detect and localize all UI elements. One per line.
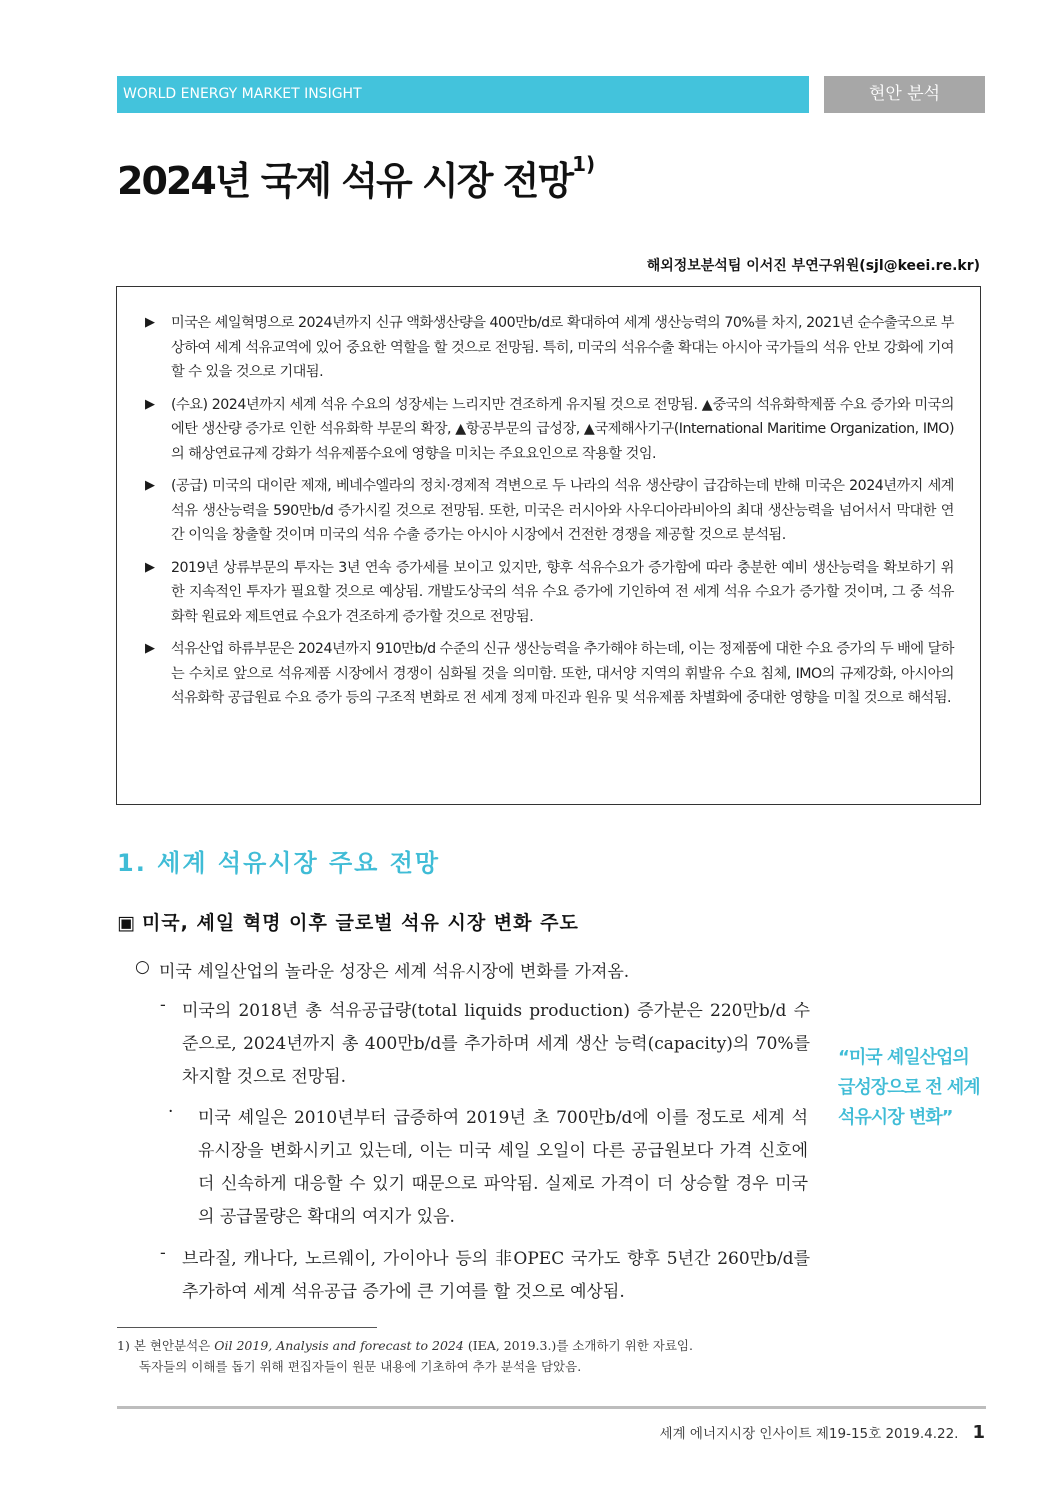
summary-item	[145, 311, 954, 385]
dash-point	[160, 1243, 810, 1309]
dash-point-text: 미국의 2018년 총 석유공급량(total liquids production) 증가분은 220만b/d 수준으로, 2024년까지 총 400만b/d를 추가하며 세계 생산 능력(capacity)의 70%를 차지할 것으로 전망됨.	[182, 1001, 810, 1087]
section-heading: 1. 세계 석유시장 주요 전망	[117, 849, 441, 877]
dash-bullet-icon: -	[160, 1243, 166, 1263]
footnote-line	[117, 1335, 817, 1356]
summary-text: 석유산업 하류부문은 2024년까지 910만b/d 수준의 신규 생산능력을 추가해야 하는데, 이는 정제품에 대한 수요 증가의 두 배에 달하는 수치로 앞으로 석유제품 시장에서 경쟁이 심화될 것을 의미함. 또한, 대서양 지역의 휘발유 수요 침체, IMO의 규제강화, 아시아의 석유화학 공급원료 수요 증가 등의 구조적 변화로 전 세계 정제 마진과 원유 및 석유제품 차별화에 중대한 영향을 미칠 것으로 해석됨.	[171, 641, 954, 706]
series-banner: WORLD ENERGY MARKET INSIGHT	[117, 76, 809, 113]
author-line: 해외정보분석팀 이서진 부연구위원(sjl@keei.re.kr)	[646, 258, 980, 274]
circle-bullet-icon: ○	[135, 957, 150, 977]
summary-text: (수요) 2024년까지 세계 석유 수요의 성장세는 느리지만 견조하게 유지될 것으로 전망됨. ▲중국의 석유화학제품 수요 증가와 미국의 에탄 생산량 증가로 인한 석유화학 부문의 확장, ▲항공부문의 급성장, ▲국제해사기구(International Maritime Organization, IMO)의 해상연료규제 강화가 석유제품수요에 영향을 미치는 주요요인으로 작용할 것임.	[171, 396, 954, 462]
page-title-text: 2024년 국제 석유 시장 전망	[117, 159, 573, 203]
summary-text: 2019년 상류부문의 투자는 3년 연속 증가세를 보이고 있지만, 향후 석유수요가 증가함에 따라 충분한 예비 생산능력을 확보하기 위한 지속적인 투자가 필요할 것으로 예상됨. 개발도상국의 석유 수요 증가에 기인하여 전 세계 석유 수요가 증가할 것이며, 그 중 석유화학 원료와 제트연료 수요가 견조하게 증가할 것으로 전망됨.	[171, 559, 954, 625]
dash-point-text: 브라질, 캐나다, 노르웨이, 가이아나 등의 非OPEC 국가도 향후 5년간 260만b/d를 추가하여 세계 석유공급 증가에 큰 기여를 할 것으로 예상됨.	[182, 1249, 810, 1302]
title-footnote-mark: 1)	[572, 152, 596, 176]
triangle-bullet-icon: ▶	[145, 559, 155, 575]
dash-bullet-icon: -	[160, 995, 166, 1015]
dot-point-text: 미국 셰일은 2010년부터 급증하여 2019년 초 700만b/d에 이를 정도로 세계 석유시장을 변화시키고 있는데, 이는 미국 셰일 오일이 다른 공급원보다 가격 신호에 더 신속하게 대응할 수 있기 때문으로 파악됨. 실제로 가격이 더 상승할 경우 미국의 공급물량은 확대의 여지가 있음.	[198, 1108, 808, 1227]
footnote-source-title: Oil 2019, Analysis and forecast to 2024	[214, 1338, 464, 1353]
circle-point	[135, 957, 815, 982]
footnote-mark: 1)	[117, 1338, 130, 1353]
footnote-text-pre: 본 현안분석은	[133, 1338, 211, 1353]
triangle-bullet-icon: ▶	[145, 396, 155, 412]
dash-point	[160, 995, 810, 1094]
subsection-heading-text: 미국, 셰일 혁명 이후 글로벌 석유 시장 변화 주도	[141, 912, 579, 934]
triangle-bullet-icon: ▶	[145, 478, 155, 493]
footnote-text-post: (IEA, 2019.3.)를 소개하기 위한 자료임.	[467, 1338, 693, 1353]
summary-text: 미국은 셰일혁명으로 2024년까지 신규 액화생산량을 400만b/d로 확대하여 세계 생산능력의 70%를 차지, 2021년 순수출국으로 부상하여 세계 석유교역에 있어 중요한 역할을 할 것으로 전망됨. 특히, 미국의 석유수출 확대는 아시아 국가들의 석유 안보 강화에 기여할 수 있을 것으로 기대됨.	[171, 315, 954, 380]
footnote	[117, 1335, 817, 1377]
summary-item	[145, 393, 954, 467]
footnote-divider	[117, 1327, 377, 1328]
triangle-bullet-icon: ▶	[145, 315, 155, 330]
summary-text: (공급) 미국의 대이란 제재, 베네수엘라의 정치·경제적 격변으로 두 나라의 석유 생산량이 급감하는데 반해 미국은 2024년까지 세계 석유 생산능력을 590만b/d 증가시킬 것으로 전망됨. 또한, 미국은 러시아와 사우디아라비아의 최대 생산능력을 넘어서서 막대한 연간 이익을 창출할 것이며 미국의 석유 수출 증가는 아시아 시장에서 건전한 경쟁을 제공할 것으로 분석됨.	[171, 478, 954, 543]
circle-point-text: 미국 셰일산업의 놀라운 성장은 세계 석유시장에 변화를 가져옴.	[159, 962, 630, 982]
footer	[660, 1422, 985, 1443]
dot-bullet-icon: ·	[168, 1102, 174, 1122]
dot-point	[168, 1102, 808, 1234]
summary-box	[116, 286, 981, 805]
section-tag: 현안 분석	[824, 76, 985, 113]
footer-divider	[117, 1406, 986, 1409]
triangle-bullet-icon: ▶	[145, 641, 155, 656]
publication-info: 세계 에너지시장 인사이트 제19-15호 2019.4.22.	[659, 1426, 959, 1442]
subsection-heading	[117, 908, 579, 935]
page-title	[117, 150, 595, 205]
summary-item	[145, 637, 954, 711]
summary-item	[145, 556, 954, 630]
square-bullet-icon: ▣	[117, 912, 136, 934]
pull-quote: “미국 셰일산업의 급성장으로 전 세계 석유시장 변화”	[838, 1047, 980, 1128]
page-number: 1	[972, 1422, 985, 1443]
footnote-line: 독자들의 이해를 돕기 위해 편집자들이 원문 내용에 기초하여 추가 분석을 담았음.	[139, 1359, 582, 1374]
summary-item	[145, 474, 954, 548]
